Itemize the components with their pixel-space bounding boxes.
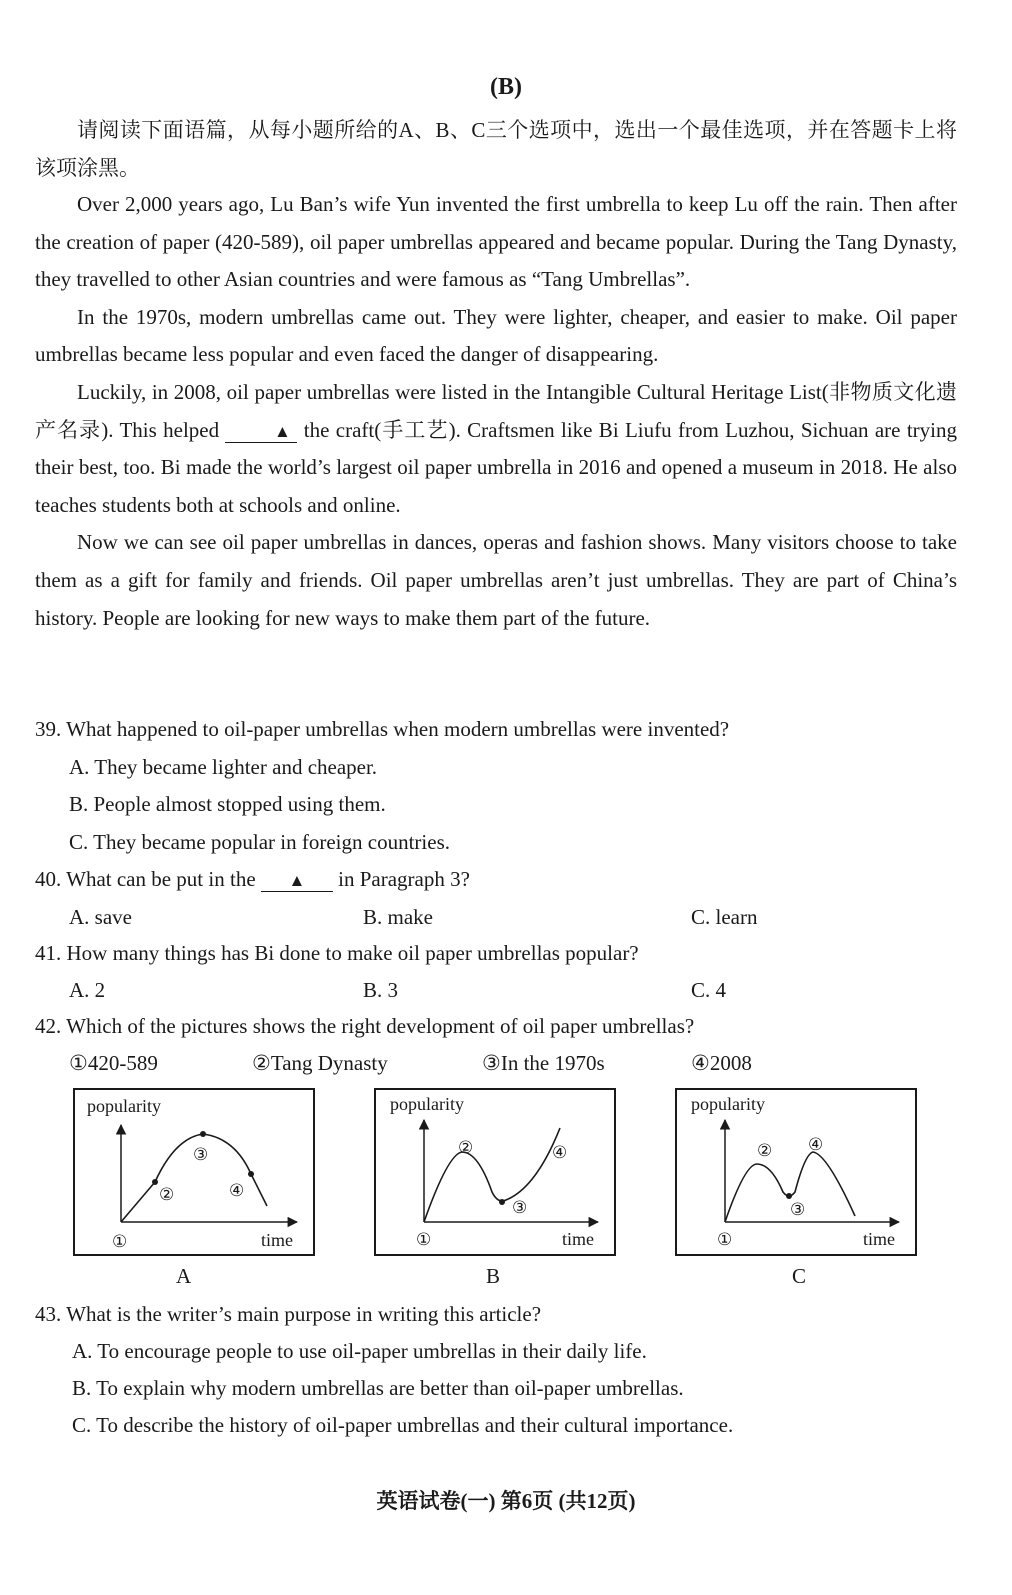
graph-b-mark-2: ②: [458, 1138, 474, 1158]
page-footer: 英语试卷(一) 第6页 (共12页): [376, 1489, 636, 1513]
graph-b-mark-3: ③: [512, 1198, 528, 1218]
graph-b-mark-1: ①: [416, 1230, 432, 1250]
graph-a-x-label: time: [261, 1230, 293, 1250]
question-43-option-c: C. To describe the history of oil-paper umbrellas and their cultural importance.: [72, 1413, 734, 1437]
graph-c-mark-4: ④: [808, 1135, 824, 1155]
question-40-option-a: A. save: [69, 905, 132, 929]
graph-b-caption: B: [486, 1264, 501, 1288]
graph-c-y-label: popularity: [691, 1094, 765, 1114]
passage-paragraph-3: [35, 374, 957, 524]
question-41-option-a: A. 2: [69, 978, 106, 1002]
graph-b-mark-4: ④: [552, 1143, 568, 1163]
question-40-option-c: C. learn: [691, 905, 758, 929]
passage-paragraph-4: Now we can see oil paper umbrellas in dances, operas and fashion shows. Many visitors choose to take them as a gift for family and friends. Oil paper umbrellas aren’t just umbrellas. They are part of China’s history. People are looking for new ways to make them part of the future.: [35, 530, 957, 630]
question-40-stem-before: 40. What can be put in the: [35, 867, 256, 891]
graph-a-mark-1: ①: [112, 1232, 128, 1252]
graph-a-point-3: [200, 1131, 206, 1137]
graph-c: [675, 1088, 917, 1256]
question-41-stem: 41. How many things has Bi done to make oil paper umbrellas popular?: [35, 941, 639, 965]
graph-a-point-4: [248, 1171, 254, 1177]
reading-passage: [35, 186, 957, 637]
question-43-stem: 43. What is the writer’s main purpose in writing this article?: [35, 1302, 542, 1326]
legend-item-3: ③In the 1970s: [482, 1051, 605, 1075]
graph-b-plot: [376, 1090, 614, 1254]
graph-a-mark-3: ③: [193, 1145, 209, 1165]
question-40-option-b: B. make: [363, 905, 433, 929]
legend-item-2: ②Tang Dynasty: [252, 1051, 388, 1075]
graph-b-curve: [424, 1128, 560, 1222]
question-39-option-b: B. People almost stopped using them.: [69, 792, 386, 816]
graph-a-mark-2: ②: [159, 1185, 175, 1205]
graph-b-point-3: [499, 1199, 505, 1205]
graph-a: [73, 1088, 315, 1256]
question-39-option-c: C. They became popular in foreign countries.: [69, 830, 450, 854]
graph-a-caption: A: [176, 1264, 192, 1288]
paragraph-3-before-blank: Luckily, in 2008, oil paper umbrellas were listed in the Intangible Cultural Heritage List(非物质文化遗产名录). This helped: [35, 379, 957, 442]
graph-b: [374, 1088, 616, 1256]
question-40-stem: [35, 864, 470, 894]
question-41-option-c: C. 4: [691, 978, 727, 1002]
question-39-stem: 39. What happened to oil-paper umbrellas when modern umbrellas were invented?: [35, 717, 730, 741]
graph-a-mark-4: ④: [229, 1181, 245, 1201]
question-39-option-a: A. They became lighter and cheaper.: [69, 755, 378, 779]
graph-c-mark-3: ③: [790, 1200, 806, 1220]
passage-paragraph-1: Over 2,000 years ago, Lu Ban’s wife Yun invented the first umbrella to keep Lu off the rain. Then after the creation of paper (420-589), oil paper umbrellas appeared and became popular. During the Tang Dynasty, they travelled to other Asian countries and were famous as “Tang Umbrellas”.: [35, 192, 957, 292]
question-42-stem: 42. Which of the pictures shows the right development of oil paper umbrellas?: [35, 1014, 695, 1038]
graph-b-y-label: popularity: [390, 1094, 464, 1114]
graph-c-caption: C: [792, 1264, 807, 1288]
passage-paragraph-2: In the 1970s, modern umbrellas came out. They were lighter, cheaper, and easier to make. Oil paper umbrellas became less popular and even faced the danger of disappearing.: [35, 304, 957, 367]
graph-c-plot: [677, 1090, 915, 1254]
graph-c-point-3: [786, 1193, 792, 1199]
graph-a-plot: [75, 1090, 313, 1254]
graph-c-mark-2: ②: [757, 1141, 773, 1161]
graph-b-x-label: time: [562, 1229, 594, 1249]
graph-c-mark-1: ①: [717, 1230, 733, 1250]
graph-c-x-label: time: [863, 1229, 895, 1249]
legend-item-4: ④2008: [691, 1051, 752, 1075]
passage-blank: ▲: [225, 422, 297, 443]
graph-a-y-label: popularity: [87, 1096, 161, 1116]
question-43-option-a: A. To encourage people to use oil-paper umbrellas in their daily life.: [72, 1339, 647, 1363]
question-40-blank: ▲: [261, 871, 333, 892]
instructions-text: 请阅读下面语篇，从每小题所给的A、B、C三个选项中，选出一个最佳选项，并在答题卡上将该项涂黑。: [35, 118, 957, 180]
question-41-option-b: B. 3: [363, 978, 399, 1002]
instructions: [35, 112, 957, 187]
paragraph-3-after-blank: the craft(手工艺). Craftsmen like Bi Liufu from Luzhou, Sichuan are trying their best, too. Bi made the world’s largest oil paper umbrella in 2016 and opened a museum in 2018. He also teaches students both at schools and online.: [35, 417, 957, 517]
graph-a-point-2: [152, 1179, 158, 1185]
question-43-option-b: B. To explain why modern umbrellas are better than oil-paper umbrellas.: [72, 1376, 684, 1400]
section-title: (B): [490, 74, 522, 100]
question-40-stem-after: in Paragraph 3?: [338, 867, 470, 891]
legend-item-1: ①420-589: [69, 1051, 158, 1075]
